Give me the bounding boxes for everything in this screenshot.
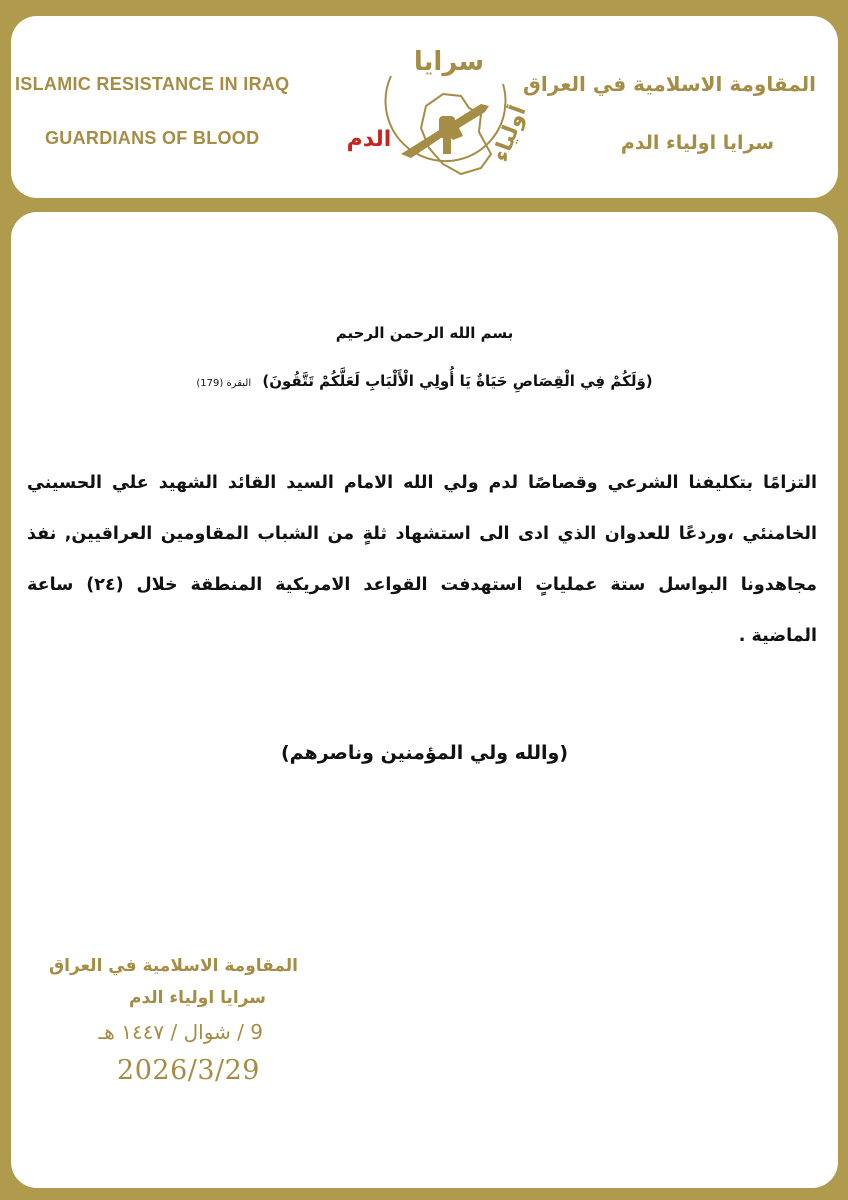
header-ar-title: المقاومة الاسلامية في العراق [523, 72, 816, 96]
logo-text-right: أولياء [488, 102, 532, 166]
closing-phrase: (والله ولي المؤمنين وناصرهم) [280, 742, 569, 764]
iraq-map-rifle-emblem-icon [385, 76, 505, 174]
header-en-title: ISLAMIC RESISTANCE IN IRAQ [15, 74, 290, 94]
header-en-subtitle: GUARDIANS OF BLOOD [45, 128, 260, 148]
basmala: بسم الله الرحمن الرحيم [335, 324, 514, 342]
logo-text-left: الدم [346, 127, 392, 152]
header-ar-subtitle: سرايا اولياء الدم [620, 132, 774, 154]
verse-reference: البقرة (179) [196, 378, 252, 389]
quran-verse [11, 372, 838, 390]
signature-group: سرايا اولياء الدم [128, 988, 266, 1008]
signature-org: المقاومة الاسلامية في العراق [48, 956, 298, 976]
statement-card [11, 212, 838, 1188]
logo-text-top: سرايا [413, 47, 485, 77]
header-card [11, 16, 838, 198]
emblem-logo [331, 36, 561, 212]
statement-text: التزامًا بتكليفنا الشرعي وقصاصًا لدم ولي الله الامام السيد القائد الشهيد علي الحسيني الخامنئي ،وردعًا للعدوان الذي ادى الى استشهاد ثلةٍ من الشباب المقاومين العراقيين, نفذ مجاهدونا البواسل ستة عملياتٍ استهدفت القواعد الامريكية المنطقة خلال (٢٤) ساعة الماضية . [27, 473, 817, 646]
verse-text: (وَلَكُمْ فِي الْقِصَاصِ حَيَاةٌ يَا أُولِي الْأَلْبَابِ لَعَلَّكُمْ تَتَّقُونَ) [262, 372, 653, 390]
signature-hijri-date: 9 / شوال / ١٤٤٧ هـ [98, 1020, 263, 1044]
signature-date: 2026/3/29 [117, 1055, 260, 1086]
